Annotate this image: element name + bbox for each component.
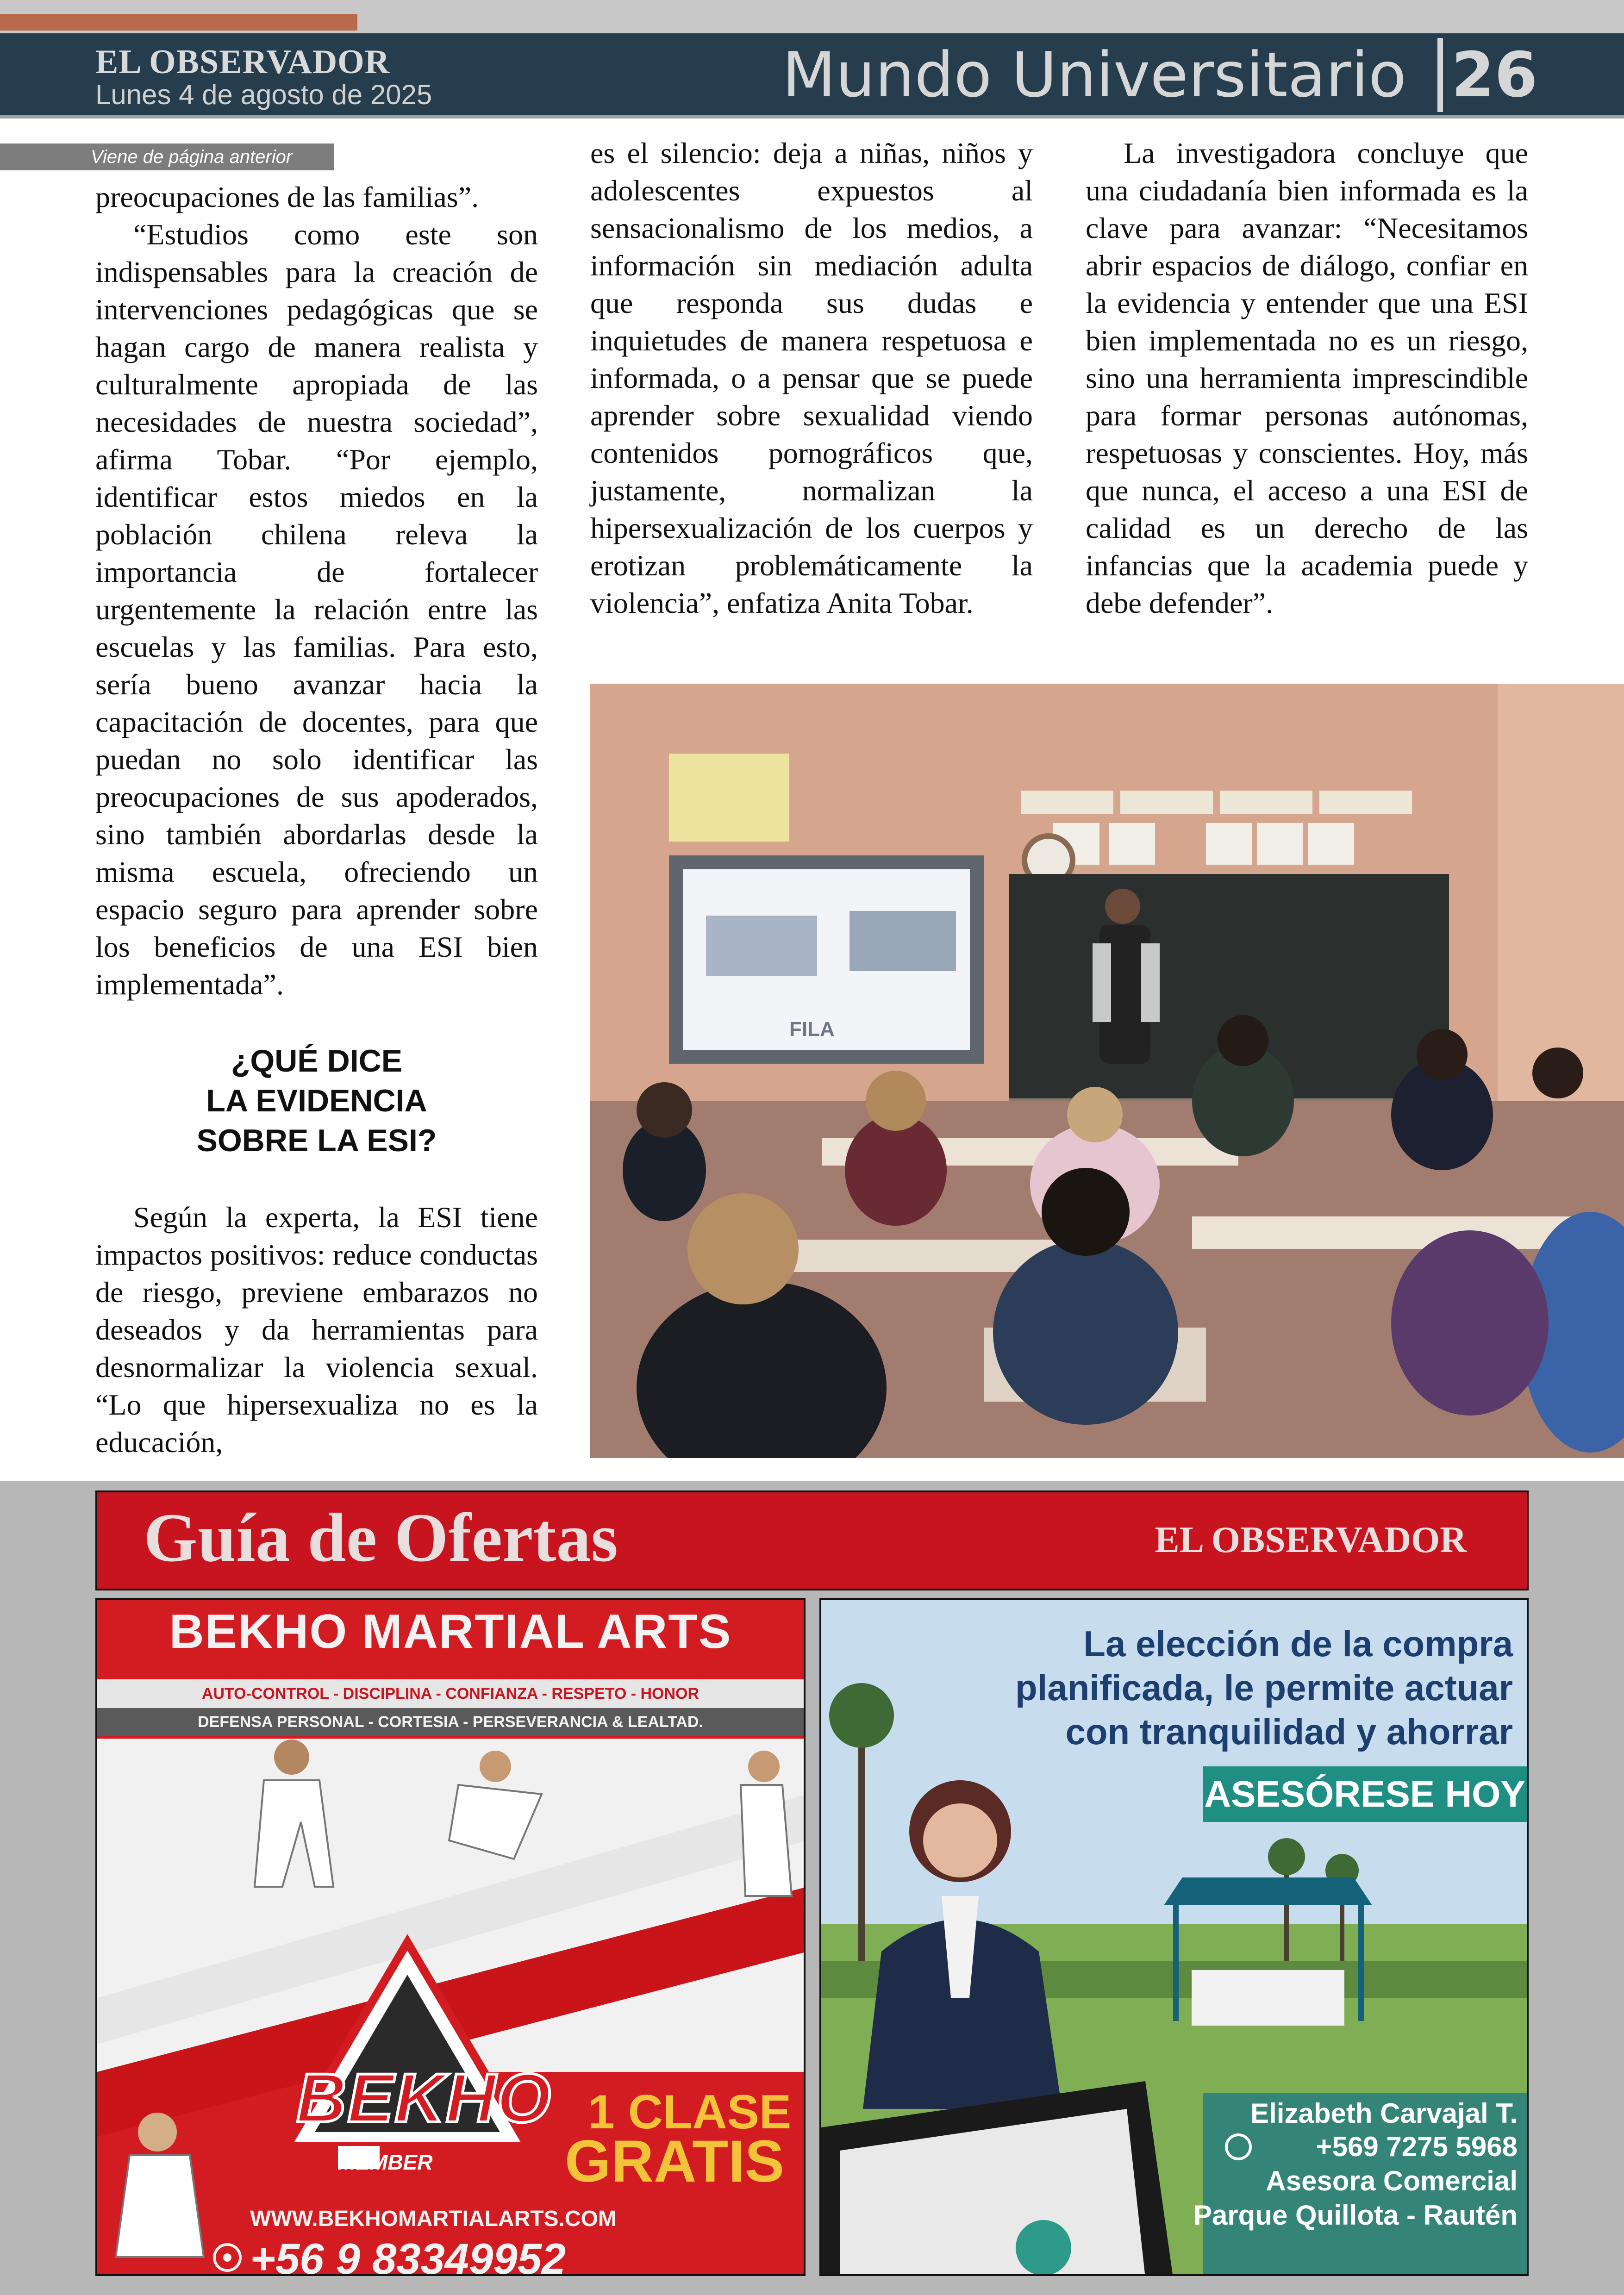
ads-section xyxy=(0,1481,1624,2295)
advise-now-button[interactable]: ASESÓRESE HOY xyxy=(1203,1766,1527,1822)
bekho-values-line-2: DEFENSA PERSONAL - CORTESIA - PERSEVERANCIA & LEALTAD. xyxy=(97,1708,804,1736)
offers-guide-brand: EL OBSERVADOR xyxy=(1155,1520,1467,1560)
header-accent-bar xyxy=(0,14,357,31)
offers-guide-title: Guía de Ofertas xyxy=(144,1499,618,1576)
bekho-website-link[interactable]: WWW.BEKHOMARTIALARTS.COM xyxy=(250,2207,617,2231)
advisor-role: Asesora Comercial xyxy=(1266,2165,1518,2196)
subheading-line: LA EVIDENCIA xyxy=(206,1083,427,1118)
article-paragraph: preocupaciones de las familias”. xyxy=(95,181,479,213)
advisor-headline-line-3: con tranquilidad y ahorrar xyxy=(1065,1711,1513,1752)
bekho-martial-arts-ad[interactable] xyxy=(95,1598,806,2276)
advisor-contact-box xyxy=(1193,2093,1527,2274)
article-paragraph: La investigadora concluye que una ciudadanía bien informada es la clave para avanzar: “Necesitamos abrir espacios de diálogo, confiar en la evidencia y entender que una ESI bien implementada no es un riesgo, sino una herramienta imprescindible para formar personas autónomas, respetuosas y conscientes. Hoy, más que nunca, el acceso a una ESI de calidad es un derecho de las infancias que la academia puede y debe defender”. xyxy=(1086,137,1528,619)
article-subheading xyxy=(95,1041,538,1160)
page-number: 26 xyxy=(1451,39,1538,111)
bekho-promo-line-2: GRATIS xyxy=(565,2128,785,2195)
article-column-3 xyxy=(1086,134,1528,622)
section-title: Mundo Universitario xyxy=(782,39,1406,111)
issue-date: Lunes 4 de agosto de 2025 xyxy=(95,79,432,110)
masthead: EL OBSERVADOR xyxy=(95,43,390,81)
bekho-phone-number[interactable] xyxy=(213,2234,566,2276)
advisor-headline-line-2: planificada, le permite actuar xyxy=(1015,1667,1513,1708)
bekho-values-line-1: AUTO-CONTROL - DISCIPLINA - CONFIANZA - RESPETO - HONOR xyxy=(97,1679,804,1708)
article-paragraph: Según la experta, la ESI tiene impactos positivos: reduce conductas de riesgo, previene embarazos no deseados y da herramientas para desnormalizar la violencia sexual. “Lo que hipersexualiza no es la educación, xyxy=(95,1201,538,1459)
commercial-advisor-ad[interactable] xyxy=(819,1598,1529,2276)
header-top-strip xyxy=(357,14,1624,31)
advisor-name: Elizabeth Carvajal T. xyxy=(1250,2098,1518,2129)
article-column-1 xyxy=(95,178,538,1461)
bekho-promo-line-1: 1 CLASE xyxy=(588,2085,792,2139)
whatsapp-icon xyxy=(1225,2133,1252,2160)
article-paragraph: “Estudios como este son indispensables para la creación de intervenciones pedagógicas que se hagan cargo de manera realista y culturalmente apropiada de las necesidades de nuestra sociedad”, afirma Tobar. “Por ejemplo, identificar estos miedos en la población chilena releva la importancia de fortalecer urgentemente la relación entre las escuelas y las familias. Para esto, sería bueno avanzar hacia la capacitación de docentes, para que puedan no solo identificar las preocupaciones de sus apoderados, sino también abordarlas desde la misma escuela, ofreciendo un espacio seguro para aprender sobre los beneficios de una ESI bien implementada”. xyxy=(95,218,538,1001)
advisor-headline-line-1: La elección de la compra xyxy=(1083,1623,1513,1664)
projector-screen-label: FILA xyxy=(789,1018,835,1041)
classroom-illustration xyxy=(590,684,1624,1458)
subheading-line: SOBRE LA ESI? xyxy=(196,1123,437,1158)
bekho-member-badge: MEMBER xyxy=(338,2150,433,2174)
bekho-ad-title: BEKHO MARTIAL ARTS xyxy=(169,1605,732,1659)
advisor-location: Parque Quillota - Rautén xyxy=(1193,2200,1518,2231)
classroom-photo xyxy=(590,684,1624,1458)
bekho-logo: BEKHO xyxy=(296,2059,552,2137)
article-column-2 xyxy=(590,134,1033,622)
article-paragraph: es el silencio: deja a niñas, niños y adolescentes expuestos al sensacionalismo de los medios, a información sin mediación adulta que responda sus dudas e inquietudes de manera respetuosa e informada, o a pensar que se puede aprender sobre sexualidad viendo contenidos pornográficos que, justamente, normalizan la hipersexualización de los cuerpos y erotizan problemáticamente la violencia”, enfatiza Anita Tobar. xyxy=(590,137,1033,619)
bekho-phone-text: +56 9 83349952 xyxy=(250,2234,566,2276)
offers-guide-banner xyxy=(95,1491,1529,1590)
continued-from-previous-tag: Viene de página anterior xyxy=(0,143,334,170)
advisor-phone[interactable]: +569 7275 5968 xyxy=(1316,2131,1518,2162)
top-margin-strip xyxy=(0,0,1624,14)
header-divider xyxy=(1437,38,1443,112)
page-header xyxy=(0,31,1624,118)
subheading-line: ¿QUÉ DICE xyxy=(231,1043,403,1079)
